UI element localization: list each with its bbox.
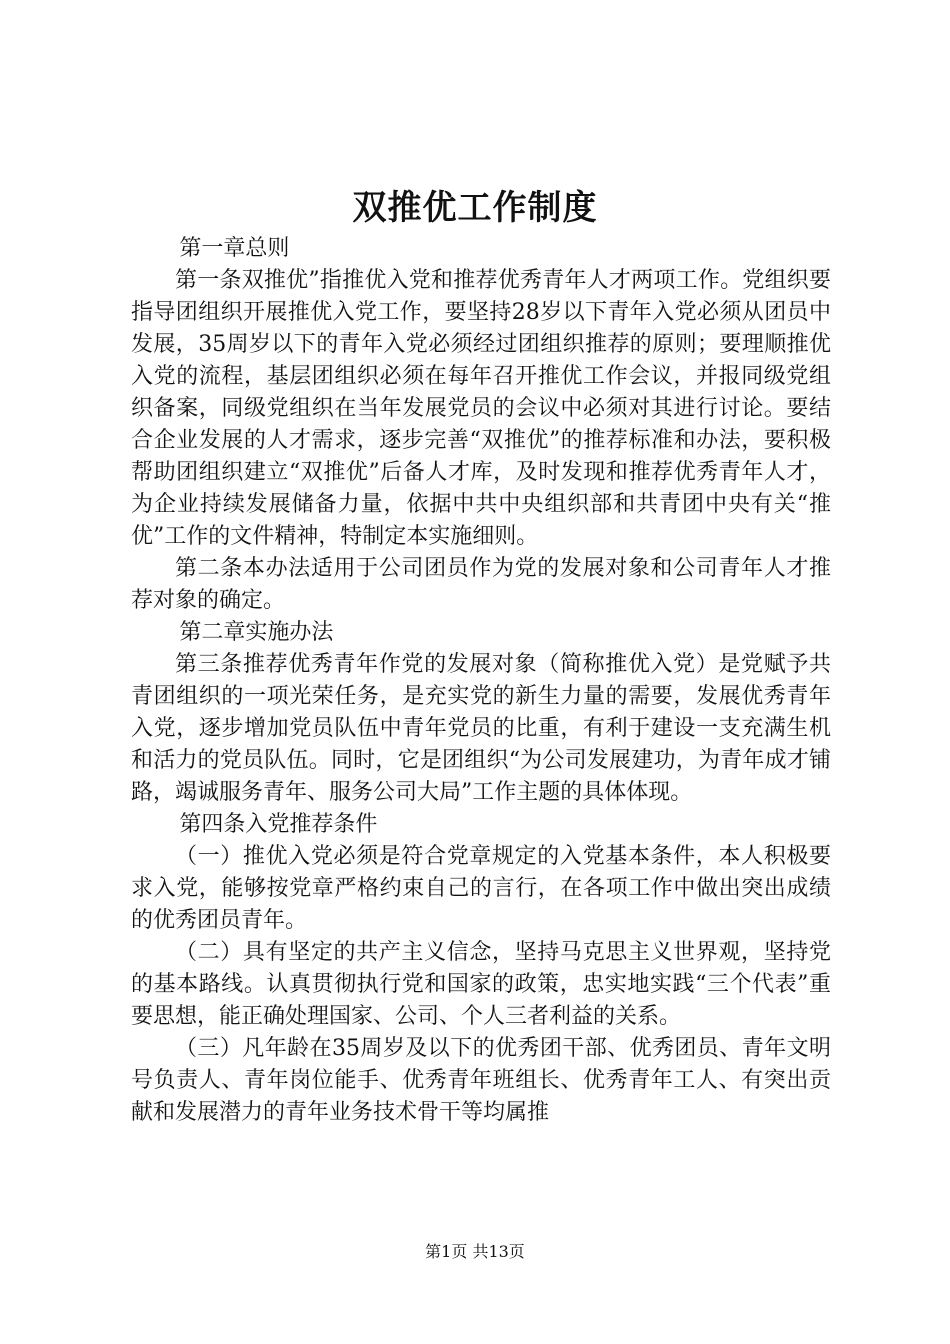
article-paragraph: 第三条推荐优秀青年作党的发展对象（简称推优入党）是党赋予共青团组织的一项光荣任务，是充实党的新生力量的需要，发展优秀青年入党，逐步增加党员队伍中青年党员的比重，有利于建设一支充满生机和活力的党员队伍。同时，它是团组织“为公司发展建功，为青年成才铺路，竭诚服务青年、服务公司大局”工作主题的具体体现。 (131, 652, 831, 805)
chapter-heading: 第一章总则 (179, 236, 290, 261)
article-heading: 第四条入党推荐条件 (179, 812, 378, 837)
document-title: 双推优工作制度 (352, 188, 598, 228)
article-paragraph: （三）凡年龄在35周岁及以下的优秀团干部、优秀团员、青年文明号负责人、青年岗位能手、优秀青年班组长、优秀青年工人、有突出贡献和发展潜力的青年业务技术骨干等均属推 (131, 1036, 831, 1125)
article-paragraph: （一）推优入党必须是符合党章规定的入党基本条件，本人积极要求入党，能够按党章严格约束自己的言行，在各项工作中做出突出成绩的优秀团员青年。 (131, 844, 831, 933)
article-paragraph: 第一条双推优”指推优入党和推荐优秀青年人才两项工作。党组织要指导团组织开展推优入党工作，要坚持28岁以下青年入党必须从团员中发展，35周岁以下的青年入党必须经过团组织推荐的原则；要理顺推优入党的流程，基层团组织必须在每年召开推优工作会议，并报同级党组织备案，同级党组织在当年发展党员的会议中必须对其进行讨论。要结合企业发展的人才需求，逐步完善“双推优”的推荐标准和办法，要积极帮助团组织建立“双推优”后备人才库，及时发现和推荐优秀青年人才，为企业持续发展储备力量，依据中共中央组织部和共青团中央有关“推优”工作的文件精神，特制定本实施细则。 (131, 268, 831, 549)
page-footer: 第1页 共13页 (425, 1242, 525, 1261)
document-body (131, 233, 831, 1129)
article-paragraph: （二）具有坚定的共产主义信念，坚持马克思主义世界观，坚持党的基本路线。认真贯彻执行党和国家的政策，忠实地实践“三个代表”重要思想，能正确处理国家、公司、个人三者利益的关系。 (131, 940, 831, 1029)
chapter-heading: 第二章实施办法 (179, 620, 334, 645)
article-paragraph: 第二条本办法适用于公司团员作为党的发展对象和公司青年人才推荐对象的确定。 (131, 556, 831, 613)
